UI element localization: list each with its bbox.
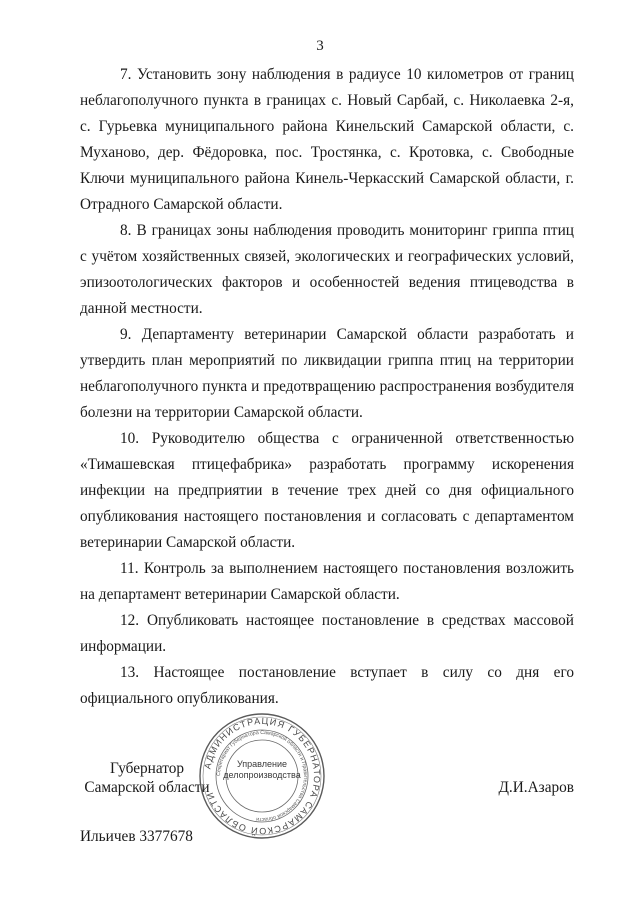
paragraph-12: 12. Опубликовать настоящее постановление в средствах массовой информации. bbox=[80, 612, 574, 655]
stamp-outer-ring-text: АДМИНИСТРАЦИЯ ГУБЕРНАТОРА САМАРСКОЙ ОБЛАСТИ bbox=[202, 715, 323, 837]
paragraph-10: 10. Руководителю общества с ограниченной ответственностью «Тимашевская птицефабрика» разработать программу искоренения инфекции на предприятии в течение трех дней со дня официального опубликования настоящего постановления и согласовать с департаментом ветеринарии Самарской области. bbox=[80, 430, 574, 551]
paragraph-11: 11. Контроль за выполнением настоящего постановления возложить на департамент ветеринарии Самарской области. bbox=[80, 560, 574, 603]
paragraph-13: 13. Настоящее постановление вступает в силу со дня его официального опубликования. bbox=[80, 664, 574, 707]
page-number: 3 bbox=[316, 38, 324, 54]
document-body bbox=[80, 62, 574, 712]
executor-info: Ильичев 3377678 bbox=[80, 828, 193, 845]
paragraph-8: 8. В границах зоны наблюдения проводить мониторинг гриппа птиц с учётом хозяйственных связей, экологических и географических условий, эпизоотологических факторов и особенностей ведения птицеводства в данной местности. bbox=[80, 222, 574, 317]
signatory-name: Д.И.Азаров bbox=[498, 779, 574, 796]
signature-title bbox=[80, 759, 214, 797]
signature-title-line1: Губернатор bbox=[109, 760, 185, 777]
stamp-center-line2: делопроизводства bbox=[223, 770, 301, 780]
stamp-inner-ring-text: Секретариат Губернатора Самарской области и Правительства Самарской области bbox=[215, 729, 309, 823]
signature-title-line2: Самарской области bbox=[84, 779, 210, 796]
paragraph-7: 7. Установить зону наблюдения в радиусе 10 километров от границ неблагополучного пункта в границах с. Новый Сарбай, с. Николаевка 2-я, с. Гурьевка муниципального района Кинельский Самарской области, с. Муханово, дер. Фёдоровка, пос. Тростянка, с. Кротовка, с. Свободные Ключи муниципального района Кинель-Черкасский Самарской области, г. Отрадного Самарской области. bbox=[80, 66, 574, 213]
paragraph-9: 9. Департаменту ветеринарии Самарской области разработать и утвердить план мероприятий по ликвидации гриппа птиц на территории неблагополучного пункта и предотвращению распространения возбудителя болезни на территории Самарской области. bbox=[80, 326, 574, 421]
stamp-center-text bbox=[198, 759, 326, 781]
official-stamp bbox=[198, 712, 326, 840]
stamp-center-line1: Управление bbox=[236, 759, 288, 769]
